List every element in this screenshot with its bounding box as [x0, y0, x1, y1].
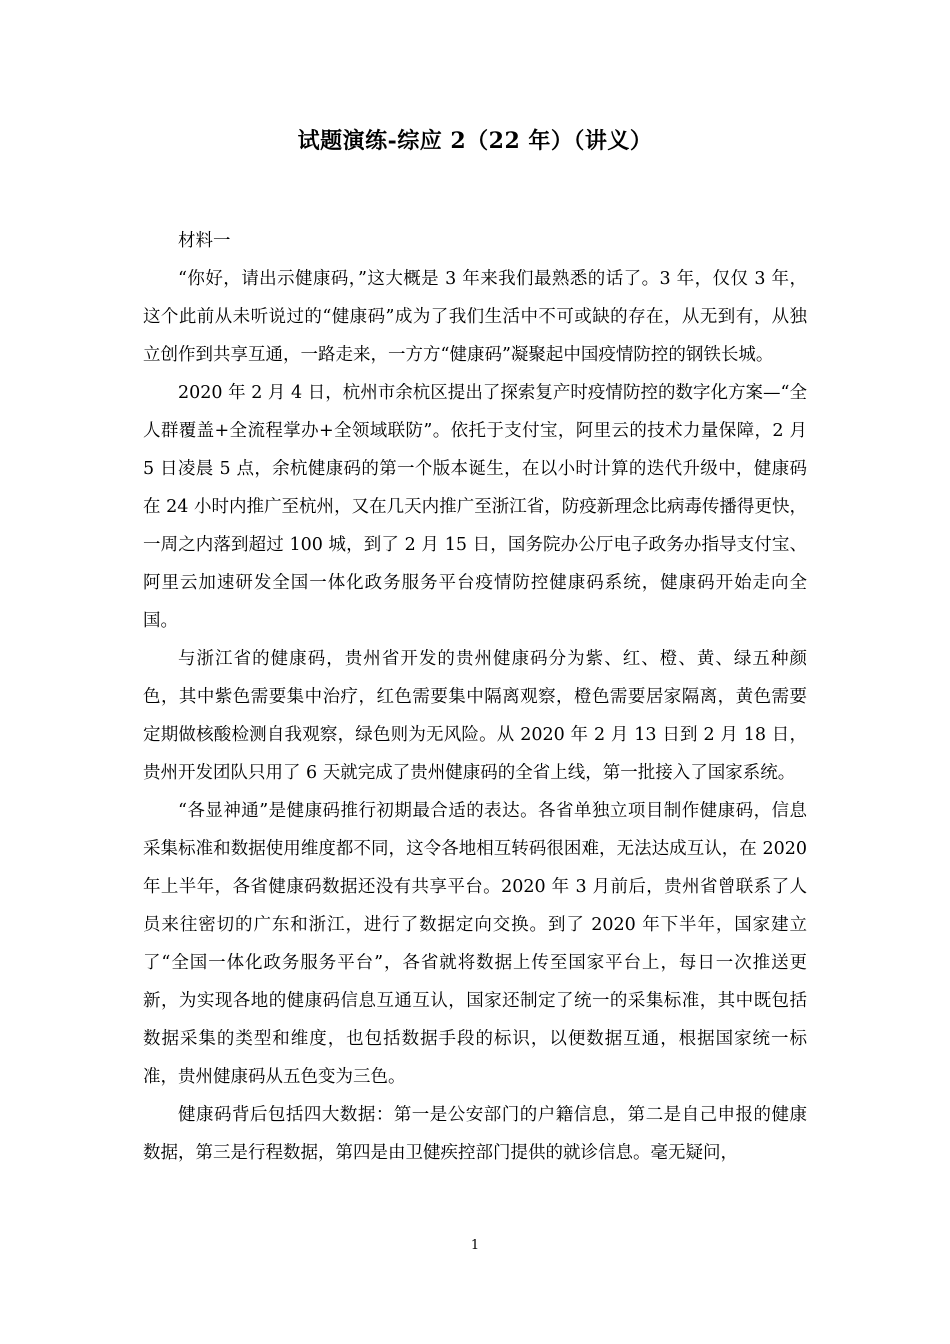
document-title: 试题演练-综应 2（22 年）（讲义） [297, 128, 653, 154]
paragraph-3: 与浙江省的健康码，贵州省开发的贵州健康码分为紫、红、橙、黄、绿五种颜色，其中紫色需要集中治疗，红色需要集中隔离观察，橙色需要居家隔离，黄色需要定期做核酸检测自我观察，绿色则为无风险。从 2020 年 2 月 13 日到 2 月 18 日，贵州开发团队只用了 6 天就完成了贵州健康码的全省上线，第一批接入了国家系统。 [143, 649, 807, 783]
document-body [143, 222, 807, 1172]
paragraph-4: “各显神通”是健康码推行初期最合适的表达。各省单独立项目制作健康码，信息采集标准和数据使用维度都不同，这令各地相互转码很困难，无法达成互认，在 2020 年上半年，各省健康码数据还没有共享平台。2020 年 3 月前后，贵州省曾联系了人员来往密切的广东和浙江，进行了数据定向交换。到了 2020 年下半年，国家建立了“全国一体化政务服务平台”，各省就将数据上传至国家平台上，每日一次推送更新，为实现各地的健康码信息互通互认，国家还制定了统一的采集标准，其中既包括数据采集的类型和维度，也包括数据手段的标识，以便数据互通，根据国家统一标准，贵州健康码从五色变为三色。 [143, 801, 807, 1087]
paragraph-1: “你好，请出示健康码，”这大概是 3 年来我们最熟悉的话了。3 年，仅仅 3 年，这个此前从未听说过的“健康码”成为了我们生活中不可或缺的存在，从无到有，从独立创作到共享互通，一路走来，一方方“健康码”凝聚起中国疫情防控的钢铁长城。 [143, 269, 807, 365]
section-label: 材料一 [178, 231, 231, 251]
paragraph-2: 2020 年 2 月 4 日，杭州市余杭区提出了探索复产时疫情防控的数字化方案—“全人群覆盖+全流程掌办+全领域联防”。依托于支付宝，阿里云的技术力量保障，2 月 5 日凌晨 5 点，余杭健康码的第一个版本诞生，在以小时计算的迭代升级中，健康码在 24 小时内推广至杭州，又在几天内推广至浙江省，防疫新理念比病毒传播得更快，一周之内落到超过 100 城，到了 2 月 15 日，国务院办公厅电子政务办指导支付宝、阿里云加速研发全国一体化政务服务平台疫情防控健康码系统，健康码开始走向全国。 [143, 383, 807, 631]
page-number: 1 [470, 1238, 480, 1253]
paragraph-5: 健康码背后包括四大数据：第一是公安部门的户籍信息，第二是自己申报的健康数据，第三是行程数据，第四是由卫健疾控部门提供的就诊信息。毫无疑问， [143, 1105, 807, 1163]
